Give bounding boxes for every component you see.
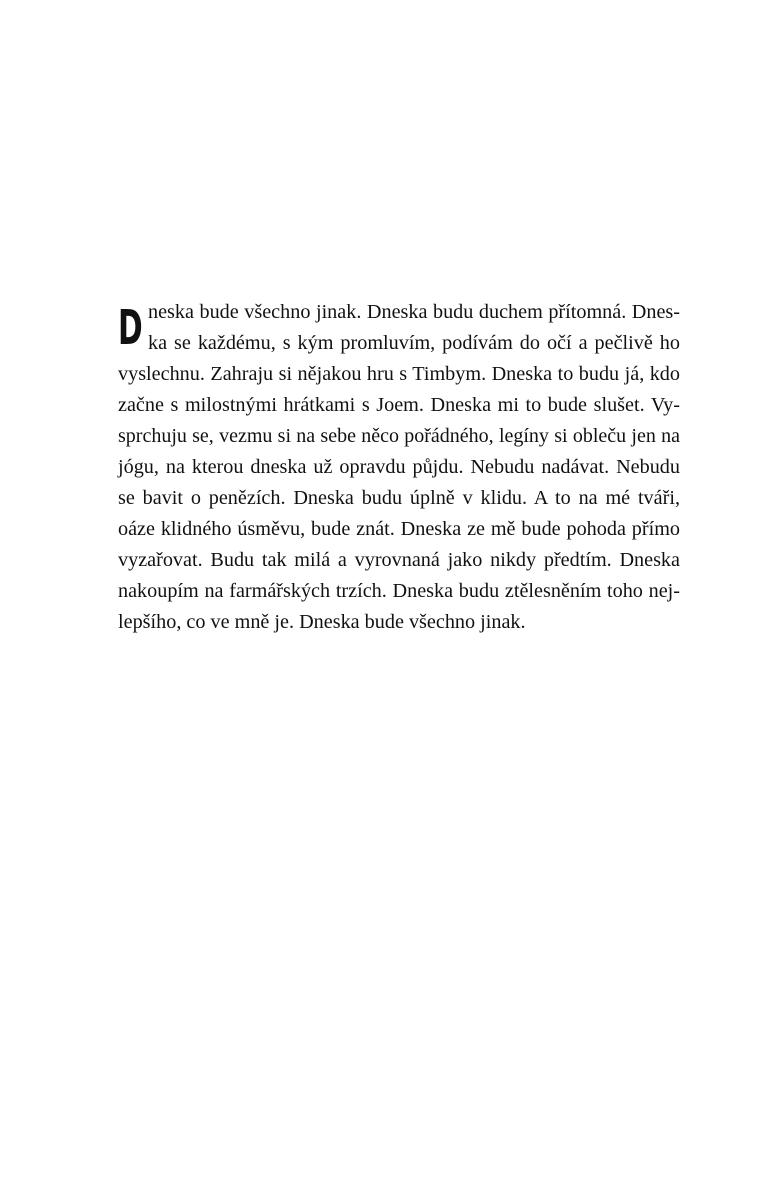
paragraph-line-6: jógu, na kterou dneska už opravdu půjdu. Nebudu nadávat. Nebudu	[118, 456, 680, 478]
body-paragraph	[118, 297, 680, 638]
paragraph-line-2: ka se každému, s kým promluvím, podívám do očí a pečlivě ho	[148, 332, 680, 354]
paragraph-line-10: nakoupím na farmářských trzích. Dneska budu ztělesněním toho nej-	[118, 580, 680, 602]
paragraph-line-9: vyzařovat. Budu tak milá a vyrovnaná jako nikdy předtím. Dneska	[118, 549, 680, 571]
drop-cap-letter: D	[118, 300, 143, 356]
paragraph-line-1: neska bude všechno jinak. Dneska budu duchem přítomná. Dnes-	[148, 301, 680, 323]
paragraph-line-3: vyslechnu. Zahraju si nějakou hru s Timbym. Dneska to budu já, kdo	[118, 363, 680, 385]
paragraph-line-11: lepšího, co ve mně je. Dneska bude všechno jinak.	[118, 611, 526, 633]
paragraph-line-5: sprchuju se, vezmu si na sebe něco pořádného, legíny si obleču jen na	[118, 425, 680, 447]
paragraph-line-7: se bavit o penězích. Dneska budu úplně v klidu. A to na mé tváři,	[118, 487, 680, 509]
paragraph-line-4: začne s milostnými hrátkami s Joem. Dneska mi to bude slušet. Vy-	[118, 394, 680, 416]
paragraph-line-8: oáze klidného úsměvu, bude znát. Dneska ze mě bude pohoda přímo	[118, 518, 680, 540]
